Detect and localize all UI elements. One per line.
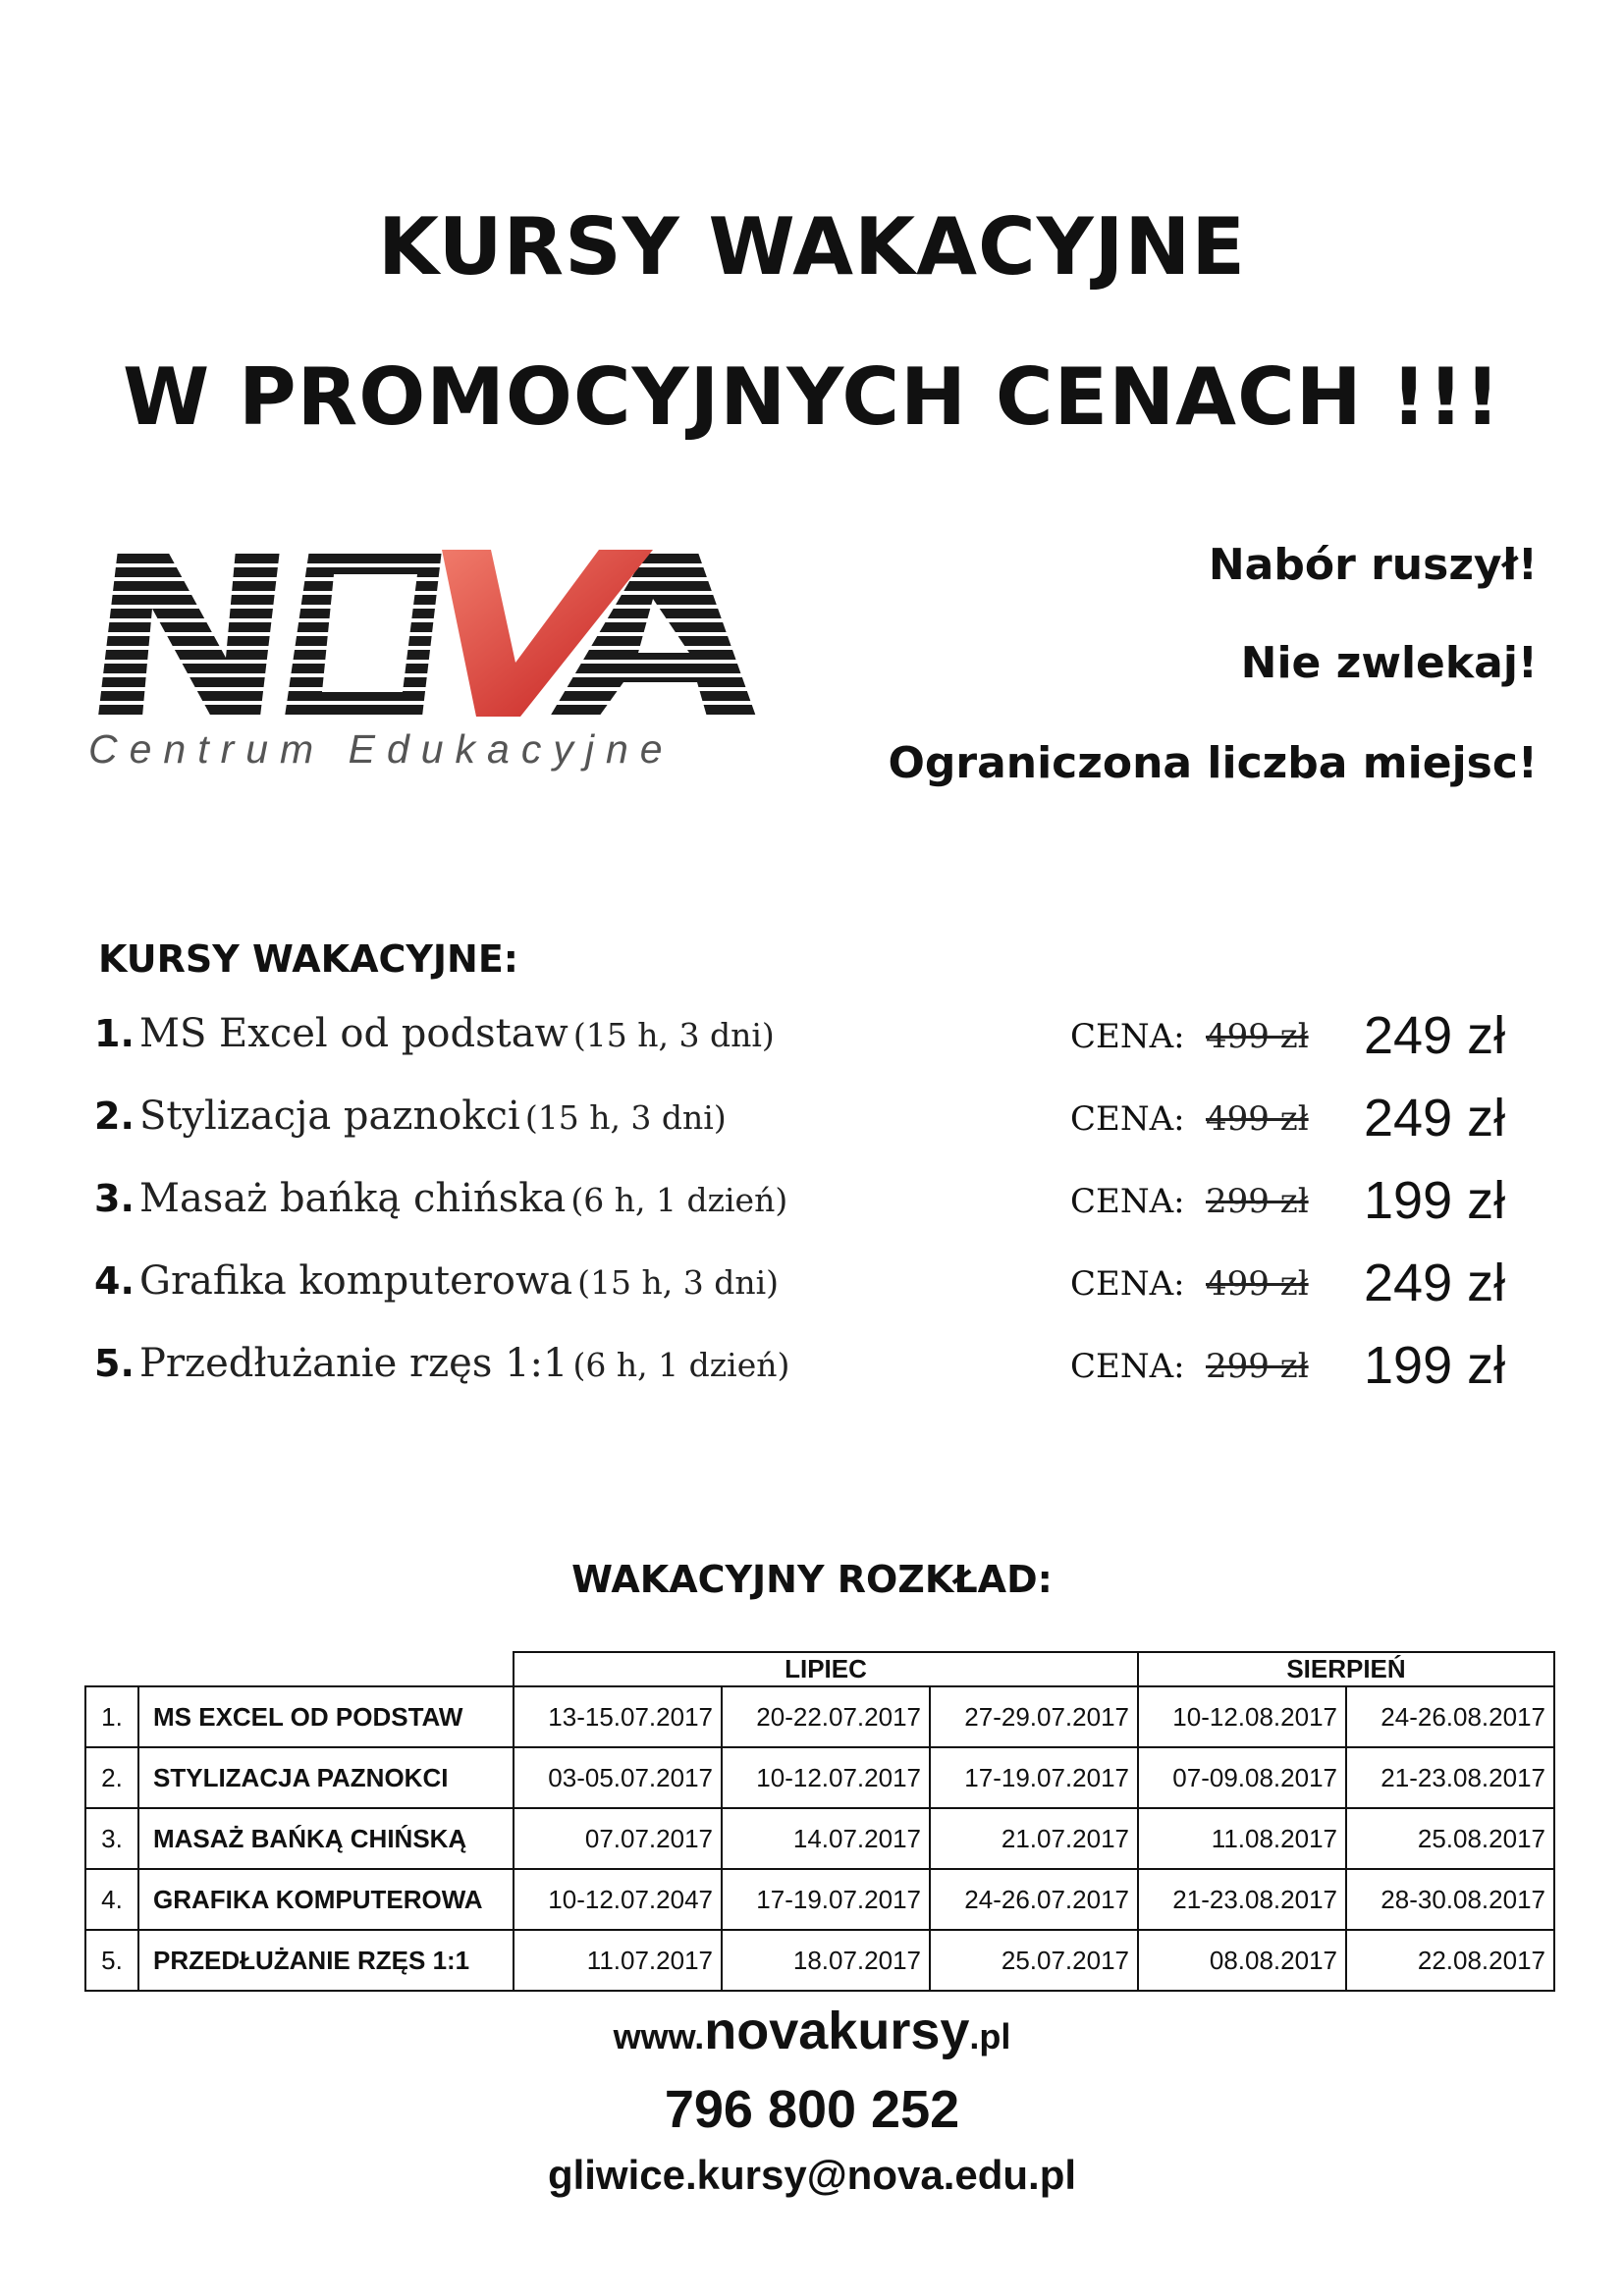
row-number: 1. [85, 1686, 138, 1747]
date-cell: 11.08.2017 [1138, 1808, 1346, 1869]
price-label: CENA: [1070, 1347, 1185, 1386]
date-cell: 17-19.07.2017 [722, 1869, 930, 1930]
price-label: CENA: [1070, 1099, 1185, 1139]
courses-heading: KURSY WAKACYJNE: [98, 937, 518, 981]
row-number: 2. [85, 1747, 138, 1808]
row-course-name: GRAFIKA KOMPUTEROWA [138, 1869, 514, 1930]
course-number: 2. [94, 1095, 135, 1138]
date-cell: 11.07.2017 [514, 1930, 722, 1991]
new-price: 249 zł [1364, 1089, 1506, 1148]
course-duration: (15 h, 3 dni) [572, 1016, 775, 1054]
row-number: 4. [85, 1869, 138, 1930]
course-name: Masaż bańką chińska [138, 1176, 567, 1221]
phone-number[interactable]: 796 800 252 [664, 2080, 960, 2139]
date-cell: 07.07.2017 [514, 1808, 722, 1869]
old-price: 299 zł [1206, 1347, 1309, 1386]
row-number: 5. [85, 1930, 138, 1991]
logo-subtitle: Centrum Edukacyjne [88, 726, 675, 772]
course-item [94, 1089, 1538, 1152]
course-item [94, 1006, 1538, 1070]
new-price: 249 zł [1364, 1254, 1506, 1312]
date-cell: 08.08.2017 [1138, 1930, 1346, 1991]
course-number: 5. [94, 1342, 135, 1385]
course-number: 1. [94, 1012, 135, 1055]
date-cell: 10-12.07.2017 [722, 1747, 930, 1808]
schedule-table [84, 1651, 1555, 1992]
date-cell: 25.08.2017 [1346, 1808, 1554, 1869]
date-cell: 17-19.07.2017 [930, 1747, 1138, 1808]
old-price: 499 zł [1206, 1099, 1309, 1139]
table-row [85, 1747, 1554, 1808]
slogan-2: Nie zwlekaj! [1240, 638, 1538, 688]
price-label: CENA: [1070, 1017, 1185, 1056]
price-label: CENA: [1070, 1182, 1185, 1221]
date-cell: 14.07.2017 [722, 1808, 930, 1869]
row-course-name: STYLIZACJA PAZNOKCI [138, 1747, 514, 1808]
course-item [94, 1171, 1538, 1235]
course-item [94, 1254, 1538, 1317]
new-price: 199 zł [1364, 1336, 1506, 1395]
date-cell: 18.07.2017 [722, 1930, 930, 1991]
new-price: 249 zł [1364, 1006, 1506, 1065]
table-row [85, 1808, 1554, 1869]
row-course-name: MASAŻ BAŃKĄ CHIŃSKĄ [138, 1808, 514, 1869]
course-name: Stylizacja paznokci [138, 1094, 520, 1139]
course-item [94, 1336, 1538, 1400]
course-name: Przedłużanie rzęs 1:1 [138, 1341, 568, 1386]
month-header: SIERPIEŃ [1138, 1652, 1554, 1686]
old-price: 499 zł [1206, 1264, 1309, 1304]
row-number: 3. [85, 1808, 138, 1869]
course-duration: (15 h, 3 dni) [577, 1263, 780, 1302]
slogan-3: Ograniczona liczba miejsc! [888, 738, 1538, 788]
table-row [85, 1930, 1554, 1991]
date-cell: 21-23.08.2017 [1138, 1869, 1346, 1930]
month-header: LIPIEC [514, 1652, 1138, 1686]
date-cell: 10-12.08.2017 [1138, 1686, 1346, 1747]
date-cell: 24-26.08.2017 [1346, 1686, 1554, 1747]
course-duration: (15 h, 3 dni) [524, 1098, 727, 1137]
website-link[interactable] [0, 2001, 1624, 2061]
date-cell: 07-09.08.2017 [1138, 1747, 1346, 1808]
date-cell: 03-05.07.2017 [514, 1747, 722, 1808]
date-cell: 28-30.08.2017 [1346, 1869, 1554, 1930]
website-suffix: .pl [969, 2016, 1011, 2056]
date-cell: 24-26.07.2017 [930, 1869, 1138, 1930]
email-address[interactable]: gliwice.kursy@nova.edu.pl [547, 2152, 1077, 2198]
table-row [85, 1686, 1554, 1747]
date-cell: 10-12.07.2047 [514, 1869, 722, 1930]
page-title-line1: KURSY WAKACYJNE [377, 201, 1247, 293]
website-prefix: www. [613, 2016, 705, 2056]
course-name: Grafika komputerowa [138, 1258, 573, 1304]
table-row [85, 1869, 1554, 1930]
course-number: 4. [94, 1259, 135, 1303]
date-cell: 25.07.2017 [930, 1930, 1138, 1991]
website-domain: novakursy [704, 2002, 970, 2060]
schedule-heading: WAKACYJNY ROZKŁAD: [571, 1558, 1053, 1601]
page-title-line2: W PROMOCYJNYCH CENACH !!! [122, 351, 1502, 443]
date-cell: 27-29.07.2017 [930, 1686, 1138, 1747]
course-duration: (6 h, 1 dzień) [570, 1181, 788, 1219]
course-duration: (6 h, 1 dzień) [572, 1346, 790, 1384]
schedule-header-row [85, 1652, 1554, 1686]
course-name: MS Excel od podstaw [138, 1011, 568, 1056]
date-cell: 20-22.07.2017 [722, 1686, 930, 1747]
date-cell: 21.07.2017 [930, 1808, 1138, 1869]
price-label: CENA: [1070, 1264, 1185, 1304]
old-price: 299 zł [1206, 1182, 1309, 1221]
date-cell: 13-15.07.2017 [514, 1686, 722, 1747]
old-price: 499 zł [1206, 1017, 1309, 1056]
row-course-name: PRZEDŁUŻANIE RZĘS 1:1 [138, 1930, 514, 1991]
row-course-name: MS EXCEL OD PODSTAW [138, 1686, 514, 1747]
new-price: 199 zł [1364, 1171, 1506, 1230]
date-cell: 21-23.08.2017 [1346, 1747, 1554, 1808]
slogan-1: Nabór ruszył! [1208, 540, 1538, 590]
course-number: 3. [94, 1177, 135, 1220]
date-cell: 22.08.2017 [1346, 1930, 1554, 1991]
